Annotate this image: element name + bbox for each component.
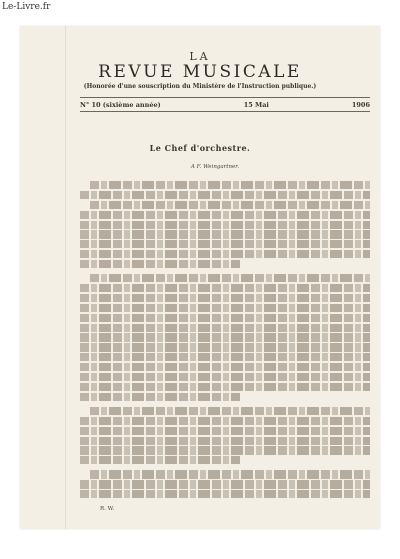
issue-line bbox=[80, 101, 370, 109]
body-text-line bbox=[80, 250, 370, 258]
body-text-line bbox=[80, 191, 370, 199]
body-text-line bbox=[80, 427, 370, 435]
body-text-line bbox=[80, 383, 370, 391]
article-body bbox=[80, 181, 370, 500]
issue-year: 1906 bbox=[351, 101, 370, 109]
bottom-rule bbox=[80, 111, 370, 112]
body-text-line bbox=[80, 456, 240, 464]
body-text-line bbox=[90, 407, 370, 415]
body-text-line bbox=[90, 181, 370, 189]
body-text-line bbox=[80, 373, 370, 381]
page-fold bbox=[65, 26, 66, 529]
body-text-line bbox=[90, 470, 370, 478]
body-text-line bbox=[80, 343, 370, 351]
body-text-line bbox=[80, 363, 370, 371]
body-text-line bbox=[90, 201, 370, 209]
article-dedication: A F. Weingartner. bbox=[190, 164, 240, 170]
masthead-subtitle: (Honorée d'une souscription du Ministère de l'Instruction publique.) bbox=[83, 83, 317, 90]
body-text-line bbox=[80, 417, 370, 425]
masthead-article: LA bbox=[189, 50, 211, 63]
body-text-line bbox=[80, 446, 370, 454]
body-text-line bbox=[80, 221, 370, 229]
body-text-line bbox=[80, 324, 370, 332]
article-title: Le Chef d'orchestre. bbox=[149, 143, 251, 153]
body-text-line bbox=[80, 230, 370, 238]
top-rule bbox=[80, 97, 370, 98]
body-text-line bbox=[80, 240, 370, 248]
issue-number: N° 10 (sixième année) bbox=[80, 101, 161, 109]
body-text-line bbox=[80, 211, 370, 219]
body-text-line bbox=[80, 294, 370, 302]
body-text-line bbox=[80, 260, 240, 268]
body-text-line bbox=[80, 393, 240, 401]
body-text-line bbox=[80, 314, 370, 322]
body-text-line bbox=[80, 284, 370, 292]
watermark-text: Le-Livre.fr bbox=[2, 2, 51, 12]
body-text-line bbox=[90, 274, 370, 282]
journal-page bbox=[20, 26, 380, 529]
body-text-line bbox=[80, 304, 370, 312]
article-signature: R. W. bbox=[100, 506, 115, 512]
body-text-line bbox=[80, 333, 370, 341]
body-text-line bbox=[80, 353, 370, 361]
body-text-line bbox=[80, 480, 370, 488]
body-text-line bbox=[80, 437, 370, 445]
body-text-line bbox=[80, 490, 370, 498]
masthead-title: REVUE MUSICALE bbox=[98, 62, 302, 82]
issue-date: 15 Mai bbox=[243, 101, 269, 109]
